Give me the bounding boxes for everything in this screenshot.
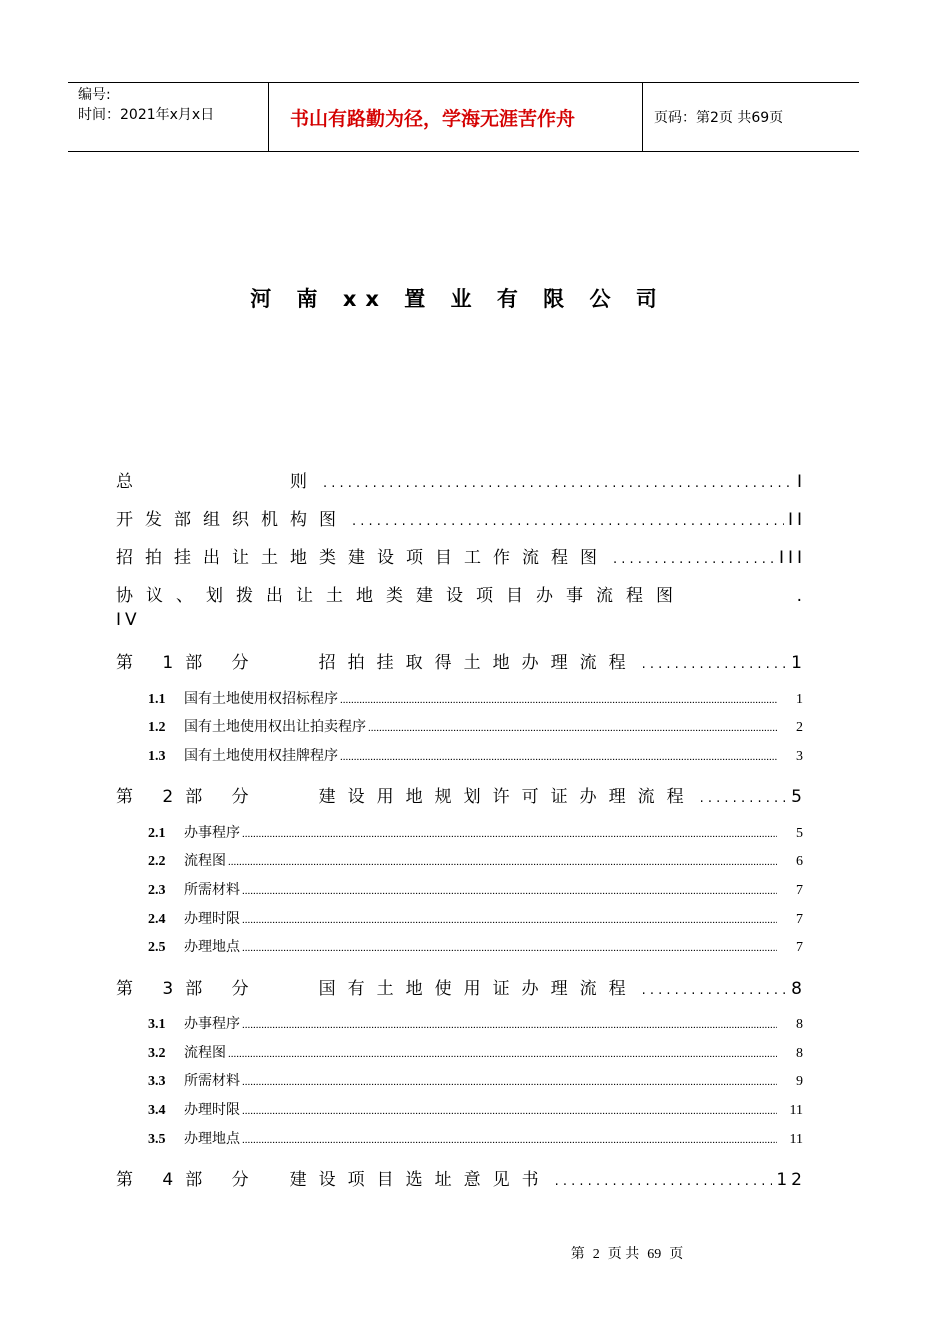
toc-leader (340, 694, 777, 706)
toc-sub-num: 2.1 (148, 826, 166, 841)
toc-sub-text: 所需材料 (184, 882, 240, 898)
toc-sub-num: 2.2 (148, 854, 166, 869)
toc-sub-page: 8 (796, 1017, 803, 1032)
toc-sub-num: 3.3 (148, 1074, 166, 1089)
toc-page: II (787, 510, 806, 530)
toc-sub-page: 8 (796, 1046, 803, 1061)
header-page-info: 页码：第2页 共69页 (654, 110, 784, 126)
toc-leader (700, 791, 788, 806)
toc-leader (242, 914, 777, 926)
toc-subitem[interactable] (148, 1099, 803, 1119)
toc-subitem[interactable] (148, 822, 803, 842)
toc-leader (242, 1076, 777, 1088)
toc-sub-num: 2.3 (148, 883, 166, 898)
toc-leader (323, 476, 793, 491)
toc-subitem[interactable] (148, 908, 803, 928)
toc-sub-page: 11 (789, 1103, 803, 1118)
page-footer (0, 1243, 950, 1263)
toc-part-3[interactable] (116, 974, 806, 999)
toc-entry-agreement[interactable] (116, 581, 806, 606)
toc-label: 第 2部 分 建设用地规划许可证办理流程 (116, 787, 696, 807)
toc-page-dot: . (796, 586, 806, 606)
toc-leader (555, 1174, 773, 1189)
toc-subitem[interactable] (148, 1128, 803, 1148)
toc-entry-org-chart[interactable] (116, 505, 806, 530)
header-motto: 书山有路勤为径，学海无涯苦作舟 (290, 108, 576, 130)
toc-label: 招拍挂出让土地类建设项目工作流程图 (116, 548, 609, 568)
toc-sub-page: 7 (796, 883, 803, 898)
toc-part-4[interactable] (116, 1165, 806, 1190)
toc-label: 第 3部 分 国有土地使用证办理流程 (116, 979, 638, 999)
footer-prefix: 第 (570, 1247, 585, 1262)
toc-label: 协议、划拨出让土地类建设项目办事流程图 (116, 586, 686, 606)
toc-sub-page: 2 (796, 720, 803, 735)
toc-leader (340, 751, 777, 763)
toc-sub-num: 3.1 (148, 1017, 166, 1032)
toc-leader (352, 514, 784, 529)
toc-sub-num: 3.5 (148, 1132, 166, 1147)
footer-page: 2 (592, 1247, 600, 1262)
footer-suffix: 页 (669, 1247, 684, 1262)
toc-leader (613, 552, 775, 567)
toc-subitem[interactable] (148, 716, 803, 736)
toc-sub-text: 办理地点 (184, 939, 240, 955)
toc-sub-text: 国有土地使用权招标程序 (184, 691, 338, 707)
toc-sub-num: 1.1 (148, 692, 166, 707)
serial-label: 编号: (78, 87, 111, 103)
footer-total: 69 (647, 1247, 662, 1262)
toc-sub-text: 办理时限 (184, 1102, 240, 1118)
toc-leader (242, 885, 777, 897)
toc-subitem[interactable] (148, 745, 803, 765)
toc-label: 开发部组织机构图 (116, 510, 348, 530)
toc-page: 8 (791, 979, 806, 999)
toc-subitem[interactable] (148, 1070, 803, 1090)
toc-page: 1 (791, 653, 806, 673)
toc-sub-text: 流程图 (184, 853, 226, 869)
toc-sub-page: 9 (796, 1074, 803, 1089)
toc-leader (228, 1048, 777, 1060)
footer-mid: 页 共 (607, 1247, 640, 1262)
toc-subitem[interactable] (148, 688, 803, 708)
toc-sub-text: 国有土地使用权出让拍卖程序 (184, 719, 366, 735)
toc-subitem[interactable] (148, 936, 803, 956)
toc-leader (242, 1019, 777, 1031)
toc-page: IV (116, 610, 141, 630)
toc-leader (242, 942, 777, 954)
toc-leader (242, 1105, 777, 1117)
toc-subitem[interactable] (148, 1013, 803, 1033)
toc-part-2[interactable] (116, 782, 806, 807)
toc-sub-num: 3.2 (148, 1046, 166, 1061)
toc-sub-text: 国有土地使用权挂牌程序 (184, 748, 338, 764)
toc-subitem[interactable] (148, 879, 803, 899)
toc-subitem[interactable] (148, 1042, 803, 1062)
toc-leader (642, 657, 788, 672)
header-meta (78, 85, 214, 125)
document-title: 河 南 xx 置 业 有 限 公 司 (250, 287, 666, 311)
toc-sub-page: 6 (796, 854, 803, 869)
toc-sub-page: 1 (796, 692, 803, 707)
toc-sub-num: 3.4 (148, 1103, 166, 1118)
toc-label: 总 则 (116, 472, 319, 492)
toc-leader (242, 828, 777, 840)
toc-subitem[interactable] (148, 850, 803, 870)
toc-label: 第 1部 分 招拍挂取得土地办理流程 (116, 653, 638, 673)
toc-page: 5 (791, 787, 806, 807)
toc-sub-page: 7 (796, 912, 803, 927)
header-divider (642, 83, 643, 151)
toc-entry-agreement-page (116, 610, 176, 630)
header-divider (268, 83, 269, 151)
toc-label: 第 4部 分 建设项目选址意见书 (116, 1170, 551, 1190)
toc-sub-num: 1.3 (148, 749, 166, 764)
toc-leader (228, 856, 777, 868)
toc-leader (368, 722, 777, 734)
toc-sub-page: 11 (789, 1132, 803, 1147)
date-label: 时间：2021年x月x日 (78, 107, 215, 123)
toc-leader (242, 1134, 777, 1146)
toc-sub-text: 办理地点 (184, 1131, 240, 1147)
toc-page: I (796, 472, 806, 492)
toc-page: 12 (776, 1170, 806, 1190)
toc-sub-page: 3 (796, 749, 803, 764)
toc-entry-workflow[interactable] (116, 543, 806, 568)
toc-sub-page: 7 (796, 940, 803, 955)
toc-sub-text: 办事程序 (184, 1016, 240, 1032)
toc-sub-num: 1.2 (148, 720, 166, 735)
toc-leader (642, 983, 788, 998)
toc-sub-text: 流程图 (184, 1045, 226, 1061)
toc-sub-text: 办事程序 (184, 825, 240, 841)
toc-sub-text: 所需材料 (184, 1073, 240, 1089)
toc-sub-text: 办理时限 (184, 911, 240, 927)
toc-sub-page: 5 (796, 826, 803, 841)
toc-part-1[interactable] (116, 648, 806, 673)
toc-page: III (778, 548, 806, 568)
toc-entry-general[interactable] (116, 467, 806, 492)
toc-sub-num: 2.4 (148, 912, 166, 927)
toc-sub-num: 2.5 (148, 940, 166, 955)
